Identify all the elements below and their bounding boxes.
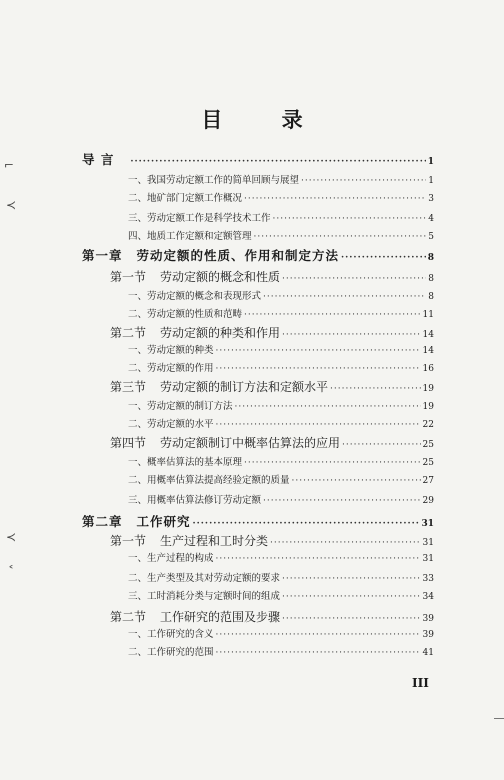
toc-entry-label xyxy=(128,472,290,486)
toc-entry-page: 31 xyxy=(421,519,434,529)
margin-mark: ≺ xyxy=(6,198,17,212)
toc-entry-title: 劳动定额的种类和作用 xyxy=(160,326,281,340)
toc-entry-label xyxy=(128,172,299,186)
leader-dots xyxy=(216,630,421,640)
toc-entry-page: 4 xyxy=(428,214,434,224)
toc-entry-title: 一、工作研究的含义 xyxy=(128,629,214,640)
leader-dots xyxy=(235,402,421,412)
toc-entry-label xyxy=(128,416,214,430)
toc-entry-number: 第一节 xyxy=(110,534,147,548)
toc-entry-number: 第一节 xyxy=(110,270,147,284)
toc-entry-label xyxy=(128,228,252,242)
toc-entry-title: 二、工作研究的范围 xyxy=(128,647,214,658)
toc-entry-page: 25 xyxy=(422,440,434,450)
toc-entry xyxy=(128,626,434,640)
leader-dots xyxy=(216,648,421,658)
toc-entry-page: 27 xyxy=(422,476,434,486)
toc-entry-page: 8 xyxy=(427,253,434,263)
toc-entry-label xyxy=(128,342,214,356)
toc-entry-label xyxy=(128,306,242,320)
toc-entry-page: 25 xyxy=(422,458,434,468)
toc-entry-title: 二、劳动定额的作用 xyxy=(128,363,214,374)
toc-entry-title: 二、劳动定额的水平 xyxy=(128,419,214,430)
toc-entry-title: 一、生产过程的构成 xyxy=(128,553,214,564)
toc-entry-title: 三、用概率估算法修订劳动定额 xyxy=(128,495,262,506)
toc-entry-title: 一、劳动定额的种类 xyxy=(128,345,214,356)
toc-entry-title: 四、地质工作定额和定额管理 xyxy=(128,231,252,242)
toc-entry xyxy=(128,550,434,564)
toc-entry-label xyxy=(82,512,191,530)
margin-mark: ⌐ xyxy=(4,158,15,172)
toc-entry-page: 8 xyxy=(428,292,434,302)
toc-entry xyxy=(128,210,434,224)
toc-entry-title: 二、劳动定额的性质和范畴 xyxy=(128,309,243,320)
toc-entry-title: 二、用概率估算法提高经验定额的质量 xyxy=(128,475,290,486)
toc-entry xyxy=(128,416,434,430)
leader-dots xyxy=(263,496,421,506)
leader-dots xyxy=(282,574,421,584)
toc-entry-number: 第一章 xyxy=(82,248,123,263)
leader-dots xyxy=(282,614,421,624)
toc-entry xyxy=(128,472,434,486)
toc-entry-page: 33 xyxy=(422,574,434,584)
toc-entry xyxy=(128,588,434,602)
leader-dots xyxy=(263,292,426,302)
toc-entry xyxy=(110,324,434,341)
toc-entry-number: 第二章 xyxy=(82,514,123,529)
toc-entry-label xyxy=(110,434,340,451)
toc-entry xyxy=(110,434,434,451)
leader-dots xyxy=(282,592,421,602)
leader-dots xyxy=(216,346,421,356)
leader-dots xyxy=(244,194,426,204)
toc-entry-page: 1 xyxy=(427,157,434,167)
toc-entry-page: 5 xyxy=(428,232,434,242)
toc-entry-number: 第二节 xyxy=(110,326,147,340)
toc-entry-title: 劳动定额的性质、作用和制定方法 xyxy=(136,248,340,263)
toc-entry-label xyxy=(128,492,261,506)
toc-entry-label xyxy=(110,268,280,285)
toc-entry-title: 一、劳动定额的制订方法 xyxy=(128,401,233,412)
toc-entry-number: 第三节 xyxy=(110,380,147,394)
edge-mark xyxy=(494,718,504,719)
toc-entry-number: 第四节 xyxy=(110,436,147,450)
toc-entry-label xyxy=(128,398,233,412)
leader-dots xyxy=(342,440,421,450)
toc-entry-label xyxy=(128,626,214,640)
leader-dots xyxy=(282,274,426,284)
leader-dots xyxy=(341,253,426,263)
toc-entry xyxy=(128,288,434,302)
leader-dots xyxy=(130,157,425,167)
leader-dots xyxy=(244,458,421,468)
toc-entry-title: 二、地矿部门定额工作概况 xyxy=(128,193,243,204)
toc-entry xyxy=(82,512,434,530)
leader-dots xyxy=(254,232,427,242)
toc-entry-page: 19 xyxy=(422,384,434,394)
leader-dots xyxy=(273,214,427,224)
toc-entry-title: 劳动定额的概念和性质 xyxy=(160,270,281,284)
toc-entry-label xyxy=(128,288,261,302)
leader-dots xyxy=(216,364,421,374)
toc-entry-title: 劳动定额的制订方法和定额水平 xyxy=(160,380,329,394)
leader-dots xyxy=(216,420,421,430)
leader-dots xyxy=(244,310,421,320)
toc-entry-label xyxy=(110,324,280,341)
toc-entry-page: 3 xyxy=(428,194,434,204)
toc-entry xyxy=(82,150,434,168)
page-number: III xyxy=(412,676,429,690)
toc-entry xyxy=(128,342,434,356)
toc-entry-page: 14 xyxy=(422,346,434,356)
toc-entry-label xyxy=(128,644,214,658)
toc-entry-title: 劳动定额制订中概率估算法的应用 xyxy=(160,436,341,450)
toc-entry-title: 一、概率估算法的基本原理 xyxy=(128,457,243,468)
toc-entry-title: 工作研究的范围及步骤 xyxy=(160,610,281,624)
toc-entry-page: 14 xyxy=(422,330,434,340)
margin-mark: ˂ xyxy=(8,564,14,578)
margin-mark: ≺ xyxy=(6,530,17,544)
toc-entry-label xyxy=(128,360,214,374)
toc-entry-label xyxy=(128,550,214,564)
toc-entry xyxy=(110,378,434,395)
leader-dots xyxy=(301,176,426,186)
toc-entry-title: 一、我国劳动定额工作的简单回顾与展望 xyxy=(128,175,300,186)
toc-entry xyxy=(110,608,434,625)
leader-dots xyxy=(330,384,421,394)
toc-entry-page: 16 xyxy=(422,364,434,374)
toc-entry-label xyxy=(128,588,280,602)
toc-entry-number: 第二节 xyxy=(110,610,147,624)
toc-entry xyxy=(82,246,434,264)
toc-entry-title: 三、工时消耗分类与定额时间的组成 xyxy=(128,591,281,602)
leader-dots xyxy=(270,538,421,548)
toc-entry-number: 导 言 xyxy=(82,152,115,167)
toc-entry xyxy=(128,190,434,204)
toc-entry xyxy=(128,644,434,658)
toc-entry-title: 三、劳动定额工作是科学技术工作 xyxy=(128,213,271,224)
toc-entry-label xyxy=(128,190,242,204)
toc-entry-page: 39 xyxy=(422,630,434,640)
toc-entry xyxy=(128,172,434,186)
toc-entry-page: 1 xyxy=(428,176,434,186)
toc-entry-label xyxy=(82,246,339,264)
leader-dots xyxy=(216,554,421,564)
toc-entry-label xyxy=(82,150,128,168)
toc-entry-page: 41 xyxy=(422,648,434,658)
toc-entry-page: 39 xyxy=(422,614,434,624)
toc-entry-label xyxy=(110,608,280,625)
leader-dots xyxy=(193,519,420,529)
toc-entry xyxy=(128,398,434,412)
toc-entry-page: 19 xyxy=(422,402,434,412)
toc-entry-title: 生产过程和工时分类 xyxy=(160,534,269,548)
toc-entry xyxy=(128,228,434,242)
toc-entry-page: 31 xyxy=(422,538,434,548)
toc-entry xyxy=(128,306,434,320)
toc-entry xyxy=(110,268,434,285)
toc-entry xyxy=(110,532,434,549)
toc-entry-label xyxy=(110,378,328,395)
toc-entry-title: 二、生产类型及其对劳动定额的要求 xyxy=(128,573,281,584)
toc-entry-label xyxy=(128,570,280,584)
page-title: 目 录 xyxy=(201,107,329,132)
toc-entry-page: 11 xyxy=(422,310,434,320)
toc-entry-label xyxy=(128,210,271,224)
toc-entry xyxy=(128,360,434,374)
toc-entry-title: 一、劳动定额的概念和表现形式 xyxy=(128,291,262,302)
toc-entry xyxy=(128,492,434,506)
leader-dots xyxy=(292,476,421,486)
toc-entry-page: 22 xyxy=(422,420,434,430)
toc-entry-label xyxy=(128,454,242,468)
leader-dots xyxy=(282,330,421,340)
toc-entry-page: 8 xyxy=(428,274,434,284)
toc-entry-page: 31 xyxy=(422,554,434,564)
toc-entry-title: 工作研究 xyxy=(136,514,191,529)
toc-entry xyxy=(128,454,434,468)
toc-entry-label xyxy=(110,532,268,549)
toc-entry-page: 29 xyxy=(422,496,434,506)
toc-entry xyxy=(128,570,434,584)
toc-entry-page: 34 xyxy=(422,592,434,602)
